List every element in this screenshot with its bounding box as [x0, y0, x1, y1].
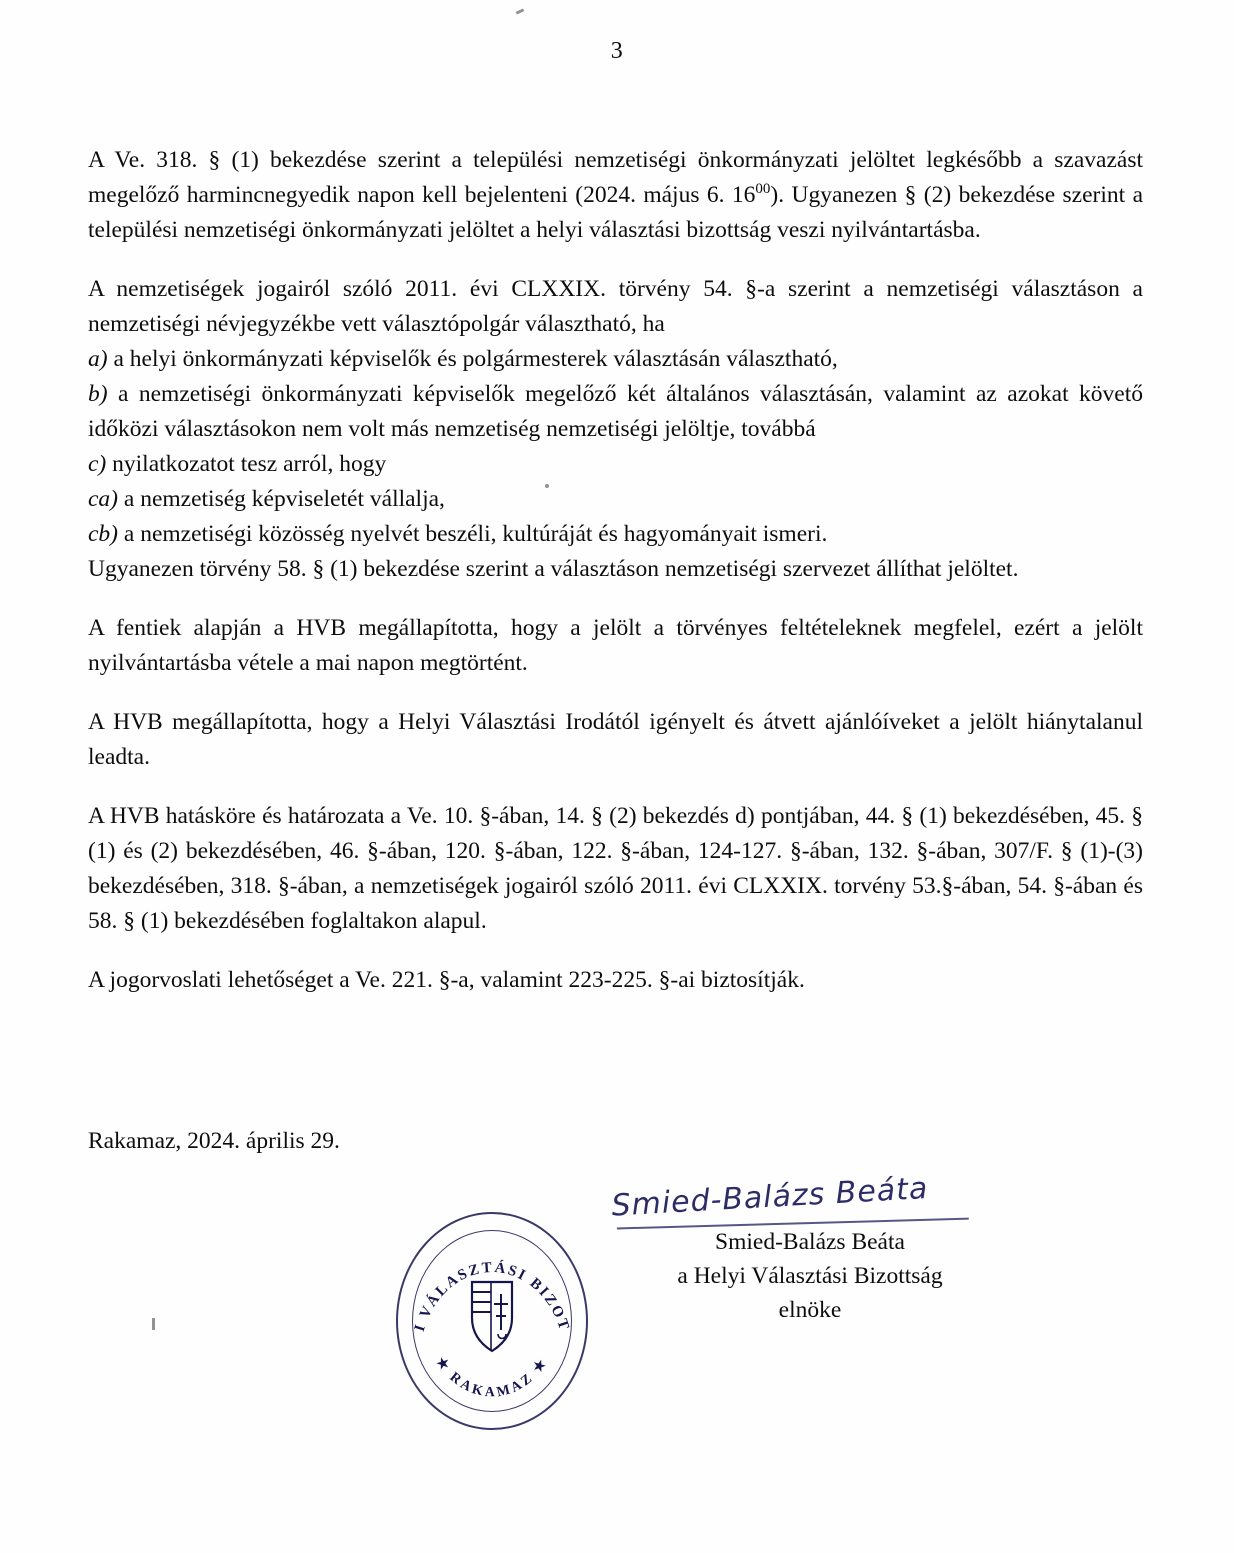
paragraph-remedy: A jogorvoslati lehetőséget a Ve. 221. §-a, valamint 223-225. §-ai biztosítják. [88, 967, 805, 993]
list-marker: c) [88, 451, 107, 477]
page-number: 3 [610, 38, 624, 64]
signer-name: Smied-Balázs Beáta [715, 1229, 905, 1255]
list-item-text: a nemzetiség képviseletét vállalja, [118, 486, 445, 512]
paragraph-text: A Ve. 318. § (1) bekezdése szerint a települési nemzetiségi önkormányzati jelöltet legkésőbb a szavazást megelőző harmincnegyedik napon kell bejelenteni (2024. május 6. 16 [88, 147, 1143, 208]
paragraph-nationality-law-intro: A nemzetiségek jogairól szóló 2011. évi CLXXIX. törvény 54. §-a szerint a nemzetiségi választáson a nemzetiségi névjegyzékbe vett választópolgár választható, ha [88, 276, 1143, 337]
paragraph-legal-basis: A HVB hatásköre és határozata a Ve. 10. §-ában, 14. § (2) bekezdés d) pontjában, 44. § (1) bekezdésében, 45. § (1) és (2) bekezdésében, 46. §-ában, 120. §-ában, 122. §-ában, 124-127. §-ában, 132. §-ában, 307/F. § (1)-(3) bekezdésében, 318. §-ában, a nemzetiségek jogairól szóló 2011. évi CLXXIX. torvény 53.§-ában, 54. §-ában és 58. § (1) bekezdésében foglaltakon alapul. [88, 803, 1143, 934]
list-marker: ca) [88, 486, 119, 512]
list-item [88, 517, 1143, 552]
list-marker: a) [88, 346, 108, 372]
time-superscript: 00 [755, 181, 771, 198]
list-marker: b) [88, 381, 108, 407]
scan-artifact [152, 1318, 155, 1330]
place-and-date: Rakamaz, 2024. április 29. [88, 1128, 340, 1154]
list-item [88, 342, 1143, 377]
paragraph-recommendation-sheets: A HVB megállapította, hogy a Helyi Választási Irodától igényelt és átvett ajánlóíveket a jelölt hiánytalanul leadta. [88, 709, 1143, 770]
signature-script: Smied-Balázs Beáta [610, 1170, 930, 1224]
official-stamp [389, 1200, 588, 1430]
paragraph-ve-318 [88, 143, 1143, 248]
signer-role-line-1: a Helyi Választási Bizottság [677, 1263, 943, 1289]
list-item [88, 377, 1143, 447]
paragraph-law-58: Ugyanezen törvény 58. § (1) bekezdése szerint a választáson nemzetiségi szervezet állíthat jelöltet. [88, 556, 1019, 582]
scan-artifact [516, 8, 525, 14]
list-item [88, 447, 1143, 482]
coat-of-arms-icon [468, 1278, 516, 1354]
list-item [88, 482, 1143, 517]
stamp-bottom-text: ★ RAKAMAZ ★ [432, 1354, 552, 1401]
signature-block [600, 1225, 1020, 1327]
signer-role-line-2: elnöke [778, 1297, 842, 1323]
list-marker: cb) [88, 521, 119, 547]
paragraph-text-after: ). Ugyanezen § (2) bekezdése szerint a települési nemzetiségi önkormányzati jelöltet a helyi választási bizottság veszi nyilvántartásba. [88, 182, 1143, 243]
list-item-text: a helyi önkormányzati képviselők és polgármesterek választásán választható, [107, 346, 838, 372]
list-item-text: nyilatkozatot tesz arról, hogy [106, 451, 387, 477]
paragraph-hvb-decision: A fentiek alapján a HVB megállapította, hogy a jelölt a törvényes feltételeknek megfelel, ezért a jelölt nyilvántartásba vétele a mai napon megtörtént. [88, 615, 1143, 676]
stamp-top-text: HELYI VÁLASZTÁSI BIZOTTSÁG [389, 1200, 573, 1334]
list-item-text: a nemzetiségi közösség nyelvét beszéli, kultúráját és hagyományait ismeri. [118, 521, 828, 547]
document-body [88, 143, 1143, 1022]
list-item-text: a nemzetiségi önkormányzati képviselők megelőző két általános választásán, valamint az azokat követő időközi választásokon nem volt más nemzetiség nemzetiségi jelöltje, továbbá [88, 381, 1143, 442]
